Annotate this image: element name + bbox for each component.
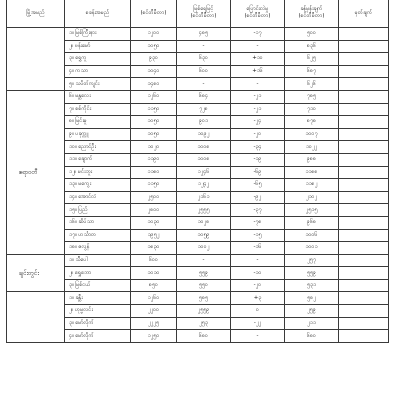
danger-level-cell: ၁၂၀၀ bbox=[131, 28, 177, 41]
forecast-cell: ၅၃၁ bbox=[285, 279, 339, 292]
change-cell: -၁၇ bbox=[231, 28, 285, 41]
remark-cell bbox=[339, 267, 389, 280]
station-cell: ၃။ မော်လိုက် bbox=[65, 317, 131, 330]
water-level-cell: ၅၅၉ bbox=[177, 267, 231, 280]
river-group-cell bbox=[7, 292, 65, 342]
danger-level-cell: ၁၁၈၀ bbox=[131, 166, 177, 179]
station-cell: ၁၆။ ဆိပ်သာ bbox=[65, 216, 131, 229]
header-division: မြို့အမည် bbox=[7, 0, 65, 28]
table-row bbox=[7, 153, 389, 166]
forecast-cell: ၁၁၈၂ bbox=[285, 179, 339, 192]
water-level-cell: ၂၅၅၉ bbox=[177, 305, 231, 318]
change-cell: -၉၂ bbox=[231, 191, 285, 204]
station-cell: ၁၈။ ဇလွန် bbox=[65, 242, 131, 255]
danger-level-cell: ၁၀၂၀ bbox=[131, 141, 177, 154]
change-cell: -၃၇ bbox=[231, 204, 285, 217]
water-level-cell: - bbox=[177, 78, 231, 91]
forecast-cell: ၆၂၆ bbox=[285, 78, 339, 91]
remark-cell bbox=[339, 179, 389, 192]
change-cell: -၂၀ bbox=[231, 279, 285, 292]
river-group-cell bbox=[7, 28, 65, 91]
station-cell: ၂။ ဟုမ္မလင်း bbox=[65, 305, 131, 318]
station-cell: ၁၁။ ချောက် bbox=[65, 153, 131, 166]
remark-cell bbox=[339, 53, 389, 66]
header-danger-level: (စင်တီမီတာ) bbox=[131, 0, 177, 28]
forecast-cell: ၅၅၉ bbox=[285, 267, 339, 280]
station-cell: ၂။ ရွှေဘော bbox=[65, 267, 131, 280]
water-level-cell: ၂၅၃ bbox=[177, 317, 231, 330]
table-row bbox=[7, 191, 389, 204]
station-cell: ၆။ မန္တလေး bbox=[65, 90, 131, 103]
change-cell: -၁၅ bbox=[231, 229, 285, 242]
remark-cell bbox=[339, 153, 389, 166]
forecast-cell: ၈၇၈ bbox=[285, 116, 339, 129]
table-row bbox=[7, 292, 389, 305]
station-cell: ၁။ ခန္တီး bbox=[65, 292, 131, 305]
table-row bbox=[7, 166, 389, 179]
change-cell: -၂၁ bbox=[231, 103, 285, 116]
remark-cell bbox=[339, 28, 389, 41]
header-change: ပြောင်းလဲမှု (စင်တီမီတာ) bbox=[231, 0, 285, 28]
forecast-cell: ၂၅၁၅ bbox=[285, 204, 339, 217]
remark-cell bbox=[339, 116, 389, 129]
river-level-table bbox=[6, 0, 389, 343]
water-level-cell: ၁၀၀၂ bbox=[177, 242, 231, 255]
water-level-cell: ၆၈၄ bbox=[177, 90, 231, 103]
remark-cell bbox=[339, 229, 389, 242]
river-group-cell: ချင်းတွင်း bbox=[7, 254, 65, 292]
header-water-level: မြစ်ရေမြင့် (စင်တီမီတာ) bbox=[177, 0, 231, 28]
table-row bbox=[7, 204, 389, 217]
danger-level-cell: ၂၈၀၀ bbox=[131, 204, 177, 217]
forecast-cell: ၉၆၈ bbox=[285, 216, 339, 229]
change-cell: -၁၉ bbox=[231, 153, 285, 166]
forecast-cell: ၅၈၂ bbox=[285, 292, 339, 305]
change-cell: -၆၉ bbox=[231, 166, 285, 179]
water-level-cell: ၁၂၄၂ bbox=[177, 179, 231, 192]
table-row bbox=[7, 128, 389, 141]
danger-level-cell: ၁၂၆၀ bbox=[131, 90, 177, 103]
remark-cell bbox=[339, 317, 389, 330]
danger-level-cell: ၂၂၀၀ bbox=[131, 305, 177, 318]
table-row bbox=[7, 65, 389, 78]
station-cell: ၇။ စစ်ကိုင်း bbox=[65, 103, 131, 116]
forecast-cell: ၁၀၂၂ bbox=[285, 141, 339, 154]
station-cell: ၁၃။ မကွေး bbox=[65, 179, 131, 192]
table-row bbox=[7, 267, 389, 280]
danger-level-cell: ၁၄၈၀ bbox=[131, 78, 177, 91]
water-level-cell: ၆၃၀ bbox=[177, 53, 231, 66]
change-cell: ၀ bbox=[231, 305, 285, 318]
station-cell: ၁။ သီပေါ bbox=[65, 254, 131, 267]
station-cell: ၂။ ဗန်းမော် bbox=[65, 40, 131, 53]
water-level-cell: ၁၀၂၈ bbox=[177, 216, 231, 229]
station-cell: ၁၇။ ဟင်္သာတ bbox=[65, 229, 131, 242]
danger-level-cell: ၂၂၂၅ bbox=[131, 317, 177, 330]
forecast-cell: ၁၀၀၇ bbox=[285, 128, 339, 141]
danger-level-cell: ၁၀၄၀ bbox=[131, 65, 177, 78]
remark-cell bbox=[339, 90, 389, 103]
forecast-cell: ၁၀၀၁ bbox=[285, 242, 339, 255]
station-cell: ၉။ ပခုက္ကူ bbox=[65, 128, 131, 141]
danger-level-cell: ၁၀၅၀ bbox=[131, 116, 177, 129]
remark-cell bbox=[339, 330, 389, 343]
water-level-cell: ၁၀၀၈ bbox=[177, 153, 231, 166]
station-cell: ၁။ မြစ်ကြီးနား bbox=[65, 28, 131, 41]
remark-cell bbox=[339, 216, 389, 229]
station-cell: ၄။ ကသာ bbox=[65, 65, 131, 78]
remark-cell bbox=[339, 166, 389, 179]
danger-level-cell: ၈၅၀ bbox=[131, 279, 177, 292]
forecast-cell: ၆၂၅ bbox=[285, 53, 339, 66]
forecast-cell: ၆၈၇ bbox=[285, 65, 339, 78]
change-cell: -၂၂ bbox=[231, 317, 285, 330]
remark-cell bbox=[339, 279, 389, 292]
danger-level-cell: ၁၁၅၀ bbox=[131, 179, 177, 192]
remark-cell bbox=[339, 128, 389, 141]
table-row bbox=[7, 305, 389, 318]
change-cell: -၂၀ bbox=[231, 128, 285, 141]
remark-cell bbox=[339, 40, 389, 53]
table-row bbox=[7, 141, 389, 154]
table-row bbox=[7, 90, 389, 103]
change-cell: -၂၁ bbox=[231, 90, 285, 103]
water-level-cell: ၁၀၅၉ bbox=[177, 229, 231, 242]
table-row bbox=[7, 103, 389, 116]
water-level-cell: ၆၈၀ bbox=[177, 330, 231, 343]
river-group-cell: ဧရာဝတီ bbox=[7, 90, 65, 254]
danger-level-cell: ၂၅၀၀ bbox=[131, 191, 177, 204]
remark-cell bbox=[339, 78, 389, 91]
remark-cell bbox=[339, 191, 389, 204]
forecast-cell: ၂၁၁ bbox=[285, 317, 339, 330]
forecast-cell: ၇၈၅ bbox=[285, 90, 339, 103]
change-cell: -၂၄ bbox=[231, 116, 285, 129]
change-cell: +၁၀ bbox=[231, 53, 285, 66]
station-cell: ၃။ ရွှေကူ bbox=[65, 53, 131, 66]
forecast-cell: ၁၁၈၈ bbox=[285, 166, 339, 179]
table-row bbox=[7, 216, 389, 229]
forecast-cell: ၂၁၀၂ bbox=[285, 191, 339, 204]
change-cell: - bbox=[231, 78, 285, 91]
water-level-cell: ၅၅၀ bbox=[177, 279, 231, 292]
forecast-cell: ၇၁၀ bbox=[285, 103, 339, 116]
forecast-cell: ၂၅၉ bbox=[285, 305, 339, 318]
table-row bbox=[7, 242, 389, 255]
table-row bbox=[7, 330, 389, 343]
table-row bbox=[7, 254, 389, 267]
table-row bbox=[7, 279, 389, 292]
water-level-cell: ၇၂၈ bbox=[177, 103, 231, 116]
change-cell: - bbox=[231, 254, 285, 267]
forecast-cell: ၉၈၈ bbox=[285, 153, 339, 166]
danger-level-cell: ၁၀၅၀ bbox=[131, 128, 177, 141]
change-cell: -၇၈ bbox=[231, 216, 285, 229]
remark-cell bbox=[339, 204, 389, 217]
table-row bbox=[7, 78, 389, 91]
station-cell: ၄။ မော်လိုက် bbox=[65, 330, 131, 343]
table-row bbox=[7, 40, 389, 53]
danger-level-cell: ၁၀၁၀ bbox=[131, 267, 177, 280]
remark-cell bbox=[339, 242, 389, 255]
remark-cell bbox=[339, 254, 389, 267]
table-row bbox=[7, 317, 389, 330]
remark-cell bbox=[339, 292, 389, 305]
station-cell: ၁၀။ ညောင်ဦး bbox=[65, 141, 131, 154]
forecast-cell: ၂၅၇ bbox=[285, 254, 339, 267]
water-level-cell: ၁၂၄၆ bbox=[177, 166, 231, 179]
change-cell: -၆၅ bbox=[231, 179, 285, 192]
table-row bbox=[7, 116, 389, 129]
forecast-cell: ၅၀၀ bbox=[285, 28, 339, 41]
water-level-cell: - bbox=[177, 40, 231, 53]
station-cell: ၁၂။ မင်းဘူး bbox=[65, 166, 131, 179]
change-cell: -၁၆ bbox=[231, 242, 285, 255]
danger-level-cell: ၁၈၃၀ bbox=[131, 242, 177, 255]
water-level-cell: ၂၅၅၅ bbox=[177, 204, 231, 217]
remark-cell bbox=[339, 141, 389, 154]
danger-level-cell: ၁၂၅၀ bbox=[131, 330, 177, 343]
station-cell: ၃။ မြစ်ငယ် bbox=[65, 279, 131, 292]
danger-level-cell: ၁၁၉၀ bbox=[131, 153, 177, 166]
danger-level-cell: ၆၀၀ bbox=[131, 254, 177, 267]
table-row bbox=[7, 179, 389, 192]
water-level-cell: - bbox=[177, 254, 231, 267]
change-cell: -၁၀ bbox=[231, 267, 285, 280]
station-cell: ၁၅။ ပြည် bbox=[65, 204, 131, 217]
change-cell: - bbox=[231, 330, 285, 343]
station-cell: ၈။ မြင်းမူ bbox=[65, 116, 131, 129]
water-level-cell: ၂၁၆၁ bbox=[177, 191, 231, 204]
forecast-cell: ၆၈၀ bbox=[285, 330, 339, 343]
remark-cell bbox=[339, 65, 389, 78]
change-cell: -၃၄ bbox=[231, 141, 285, 154]
water-level-cell: ၉၀၁ bbox=[177, 116, 231, 129]
danger-level-cell: ၁၂၆၀ bbox=[131, 292, 177, 305]
header-forecast: ခန့်မှန်းချက် (စင်တီမီတာ) bbox=[285, 0, 339, 28]
danger-level-cell: ၁၀၃၀ bbox=[131, 216, 177, 229]
water-level-cell: ၁၀၀၈ bbox=[177, 141, 231, 154]
header-station: စခန်းအမည် bbox=[65, 0, 131, 28]
water-level-cell: ၄၈၅ bbox=[177, 28, 231, 41]
change-cell: - bbox=[231, 40, 285, 53]
water-level-cell: ၆၀၀ bbox=[177, 65, 231, 78]
station-cell: ၁၄။ အောင်လံ bbox=[65, 191, 131, 204]
table-row bbox=[7, 28, 389, 41]
table-row bbox=[7, 53, 389, 66]
danger-level-cell: ၉၃၀ bbox=[131, 53, 177, 66]
station-cell: ၅။ သပိတ်ကျင်း bbox=[65, 78, 131, 91]
danger-level-cell: ၁၉၅၂ bbox=[131, 229, 177, 242]
header-remark: မှတ်ချက် bbox=[339, 0, 389, 28]
danger-level-cell: ၁၁၅၀ bbox=[131, 103, 177, 116]
remark-cell bbox=[339, 103, 389, 116]
table-row bbox=[7, 229, 389, 242]
water-level-cell: ၅၈၅ bbox=[177, 292, 231, 305]
table-header-row bbox=[7, 0, 389, 28]
water-level-cell: ၁၀၉၂ bbox=[177, 128, 231, 141]
change-cell: +၃ bbox=[231, 292, 285, 305]
remark-cell bbox=[339, 305, 389, 318]
change-cell: +၁၆ bbox=[231, 65, 285, 78]
forecast-cell: ၁၀၀၆ bbox=[285, 229, 339, 242]
danger-level-cell: ၁၀၅၀ bbox=[131, 40, 177, 53]
forecast-cell: ၈၃၆ bbox=[285, 40, 339, 53]
